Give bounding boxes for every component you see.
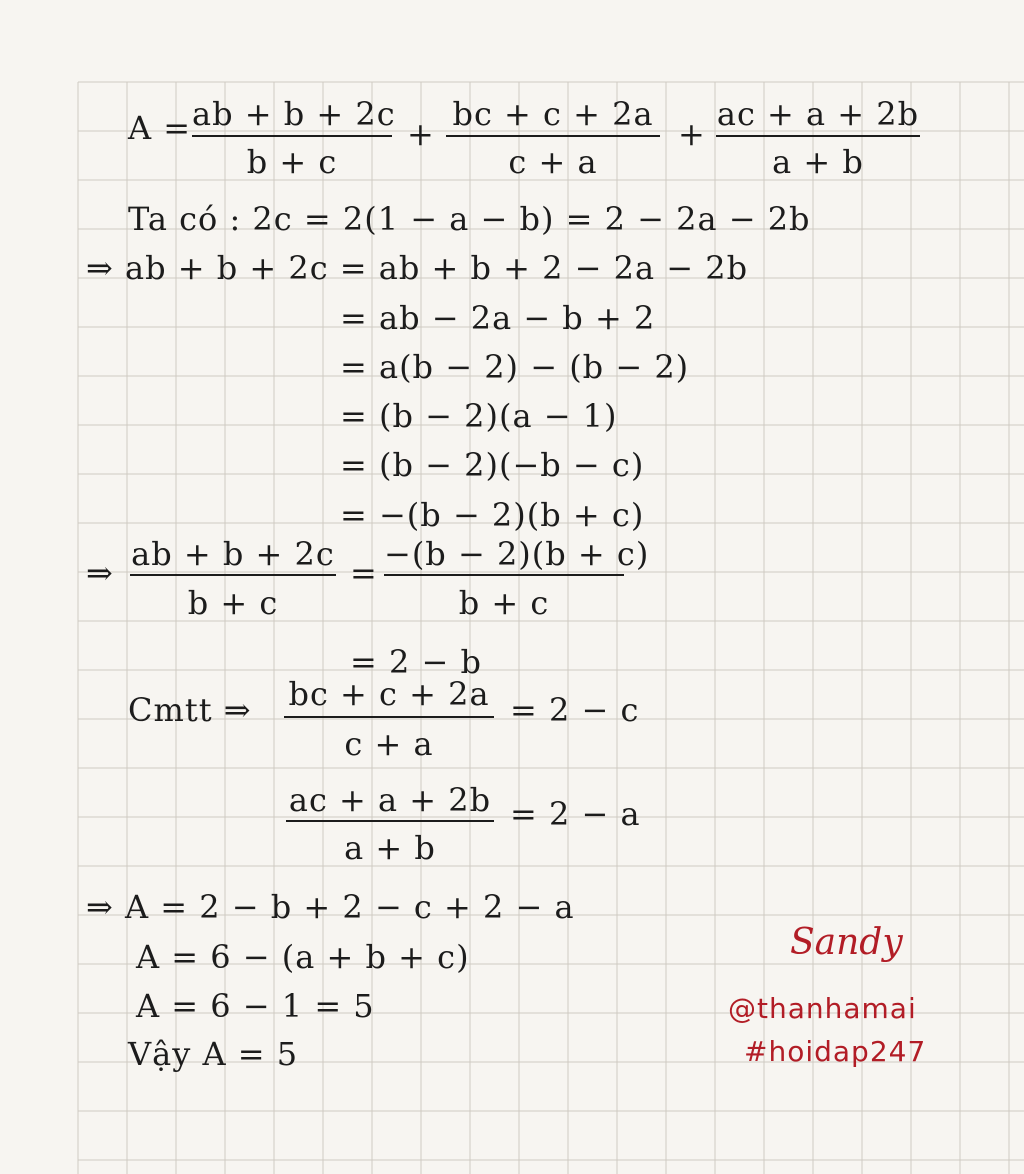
credit-hashtag: #hoidap247 <box>744 1035 927 1068</box>
final-line-1: ⇒ A = 2 − b + 2 − c + 2 − a <box>86 888 575 926</box>
step2-den1: b + c <box>187 584 279 622</box>
step2-arrow: ⇒ <box>86 554 114 592</box>
cmtt-fracA-denominator: c + a <box>344 725 434 763</box>
credit-handle: @thanhamai <box>728 992 917 1025</box>
cmtt-label: Cmtt ⇒ <box>128 691 252 729</box>
cmtt-fracB-numerator: ac + a + 2b <box>288 781 492 819</box>
derivation-line-6: = −(b − 2)(b + c) <box>340 496 645 534</box>
cmtt-fracB-denominator: a + b <box>344 829 436 867</box>
step2-num2: −(b − 2)(b + c) <box>384 535 650 573</box>
derivation-line-3: = a(b − 2) − (b − 2) <box>340 348 690 386</box>
cmtt-fracB-rhs: = 2 − a <box>510 795 641 833</box>
step2-bar2 <box>384 574 624 576</box>
final-line-3: A = 6 − 1 = 5 <box>136 987 375 1025</box>
step2-num1: ab + b + 2c <box>131 535 335 573</box>
taco-line: Ta có : 2c = 2(1 − a − b) = 2 − 2a − 2b <box>128 200 811 238</box>
cmtt-fracA-numerator: bc + c + 2a <box>288 675 490 713</box>
frac2-bar <box>446 135 660 137</box>
cmtt-fracA-rhs: = 2 − c <box>510 691 640 729</box>
frac1-numerator: ab + b + 2c <box>192 95 396 133</box>
frac2-numerator: bc + c + 2a <box>452 95 654 133</box>
cmtt-fracB-bar <box>286 820 494 822</box>
frac1-bar <box>192 135 392 137</box>
final-line-2: A = 6 − (a + b + c) <box>136 938 470 976</box>
frac3-numerator: ac + a + 2b <box>716 95 920 133</box>
step2-result: = 2 − b <box>350 643 482 681</box>
derivation-line-2: = ab − 2a − b + 2 <box>340 299 656 337</box>
signature: Sandy <box>790 922 903 963</box>
derivation-line-1: ⇒ ab + b + 2c = ab + b + 2 − 2a − 2b <box>86 249 749 287</box>
final-line-4: Vậy A = 5 <box>128 1035 299 1073</box>
frac2-denominator: c + a <box>508 143 598 181</box>
derivation-line-5: = (b − 2)(−b − c) <box>340 446 645 484</box>
step2-bar1 <box>130 574 336 576</box>
derivation-line-4: = (b − 2)(a − 1) <box>340 397 618 435</box>
frac3-denominator: a + b <box>772 143 864 181</box>
frac3-bar <box>716 135 920 137</box>
step2-eq: = <box>350 554 378 592</box>
step2-den2: b + c <box>458 584 550 622</box>
frac1-denominator: b + c <box>246 143 338 181</box>
plus-sign-1: + <box>407 115 435 153</box>
cmtt-fracA-bar <box>284 716 494 718</box>
line1-lhs: A = <box>128 109 192 147</box>
plus-sign-2: + <box>678 115 706 153</box>
